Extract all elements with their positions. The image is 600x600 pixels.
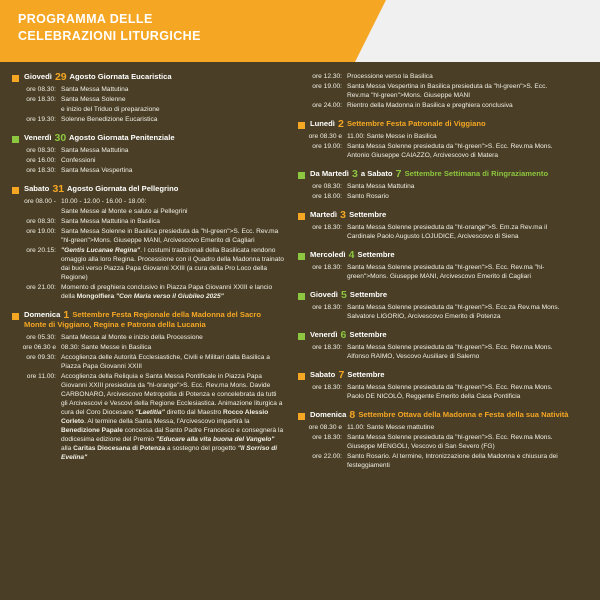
day-title [310, 290, 387, 300]
schedule-text: Santa Messa Solenne presieduta da "hl-orange">S. Em.za Rev.ma il Cardinale Paolo Augusto LOJUDICE, Arcivescovo di Siena [347, 224, 548, 240]
day-title-part: Giovedì [310, 290, 340, 299]
square-marker-icon [12, 187, 19, 194]
schedule-row [298, 82, 570, 100]
day-title-part: Venerdì [310, 330, 340, 339]
schedule-time: ore 08.30: [26, 147, 56, 154]
schedule-text: Santa Messa Mattutina [61, 86, 129, 93]
schedule-row [298, 182, 570, 191]
schedule-text: Accoglienza delle Autorità Ecclesiastiche, Civili e Militari dalla Basilica a Piazza Papa Giovanni XXIII [61, 354, 270, 370]
day-title-part: 30 [54, 132, 67, 144]
day-header [12, 310, 284, 330]
day-header [298, 410, 570, 420]
day-header [298, 119, 570, 129]
day-title-part: 1 [63, 309, 70, 321]
day-title [310, 330, 387, 340]
day-title-part: Settembre Festa Regionale della Madonna del Sacro Monte di Viggiano, Regina e Patrona della Lucania [24, 310, 261, 329]
schedule-row [12, 156, 284, 165]
square-marker-icon [12, 75, 19, 82]
day-block [298, 330, 570, 361]
page-title [18, 11, 201, 45]
day-title-part: Settembre Ottava della Madonna e Festa della sua Natività [356, 410, 569, 419]
square-marker-icon [298, 213, 305, 220]
day-title-part: Settembre Settimana di Ringraziamento [402, 169, 549, 178]
schedule-time: ore 19.00: [312, 143, 342, 150]
day-title-part: 2 [338, 118, 344, 130]
schedule-text: 11.00: Sante Messe in Basilica [347, 133, 437, 140]
schedule-row [12, 333, 284, 342]
schedule-text: Santa Messa Solenne presieduta da "hl-green">S. Ecc. Rev.ma Mons. Giuseppe MENGOLI, Vescovo di San Severo (FG) [347, 434, 553, 450]
day-block [298, 72, 570, 110]
schedule-time: ore 21.00: [26, 284, 56, 291]
schedule-text: Santa Messa Vespertina in Basilica presieduta da "hl-green">S. Ecc. Rev.ma "hl-green">Mons. Giuseppe MANI [347, 83, 548, 99]
title-line-2: CELEBRAZIONI LITURGICHE [18, 29, 201, 43]
day-title-part: Agosto Giornata Penitenziale [67, 133, 175, 142]
day-block [298, 250, 570, 281]
schedule-row [12, 85, 284, 94]
schedule-text: Santa Messa Mattutina [61, 147, 129, 154]
poster-header [0, 0, 600, 62]
day-title-part: Giovedì [24, 72, 54, 81]
day-title-part: 4 [348, 249, 355, 261]
day-block [12, 184, 284, 301]
schedule-row [298, 452, 570, 470]
day-header [298, 210, 570, 220]
schedule-text: e inizio del Triduo di preparazione [61, 106, 160, 113]
day-header [298, 169, 570, 179]
schedule-time: ore 12.30: [312, 73, 342, 80]
day-block [298, 410, 570, 470]
square-marker-icon [298, 253, 305, 260]
schedule-text: Santa Messa Mattutina [347, 183, 415, 190]
schedule-row [298, 72, 570, 81]
schedule-time: ore 16.00: [26, 157, 56, 164]
day-title-part: 5 [340, 289, 347, 301]
schedule-row [12, 217, 284, 226]
day-title-part: Domenica [310, 410, 349, 419]
day-title-part: Sabato [310, 370, 338, 379]
schedule-text: 08.30: Sante Messe in Basilica [61, 344, 152, 351]
day-block [298, 370, 570, 401]
schedule-row [12, 166, 284, 175]
schedule-time: ore 20.15: [26, 247, 56, 254]
schedule-time: ore 08.30: [312, 183, 342, 190]
schedule-time: ore 08.00 - [24, 198, 56, 205]
schedule-row [12, 353, 284, 371]
schedule-text: Santo Rosario [347, 193, 389, 200]
schedule-row [12, 246, 284, 282]
day-title-part: 7 [338, 369, 345, 381]
day-title-part: 6 [340, 329, 347, 341]
schedule-text: Santa Messa Mattutina in Basilica [61, 218, 160, 225]
schedule-row [298, 303, 570, 321]
schedule-text: Santa Messa al Monte e inizio della Processione [61, 334, 203, 341]
day-title-part: 29 [54, 71, 67, 83]
day-block [298, 290, 570, 321]
day-title-part: Domenica [24, 310, 63, 319]
day-block [12, 310, 284, 462]
content-columns [0, 62, 600, 479]
left-column [12, 72, 284, 479]
schedule-text: "Gentis Lucanae Regina". I costumi tradizionali della Basilicata rendono omaggio alla loro Regina. Processione con il Quadro della Madonna trainato dai buoi verso Piazza Papa Giovanni XXIII (a cura della Pro Loco della Regione) [61, 247, 284, 281]
schedule-time: ore 09.30: [26, 354, 56, 361]
day-title-part: Sabato [24, 184, 52, 193]
schedule-row [12, 227, 284, 245]
schedule-time: ore 06.30 e [22, 344, 56, 351]
day-header [12, 72, 284, 82]
day-title [24, 72, 172, 82]
schedule-row [298, 142, 570, 160]
day-title-part: 7 [395, 168, 402, 180]
day-title-part: Mercoledì [310, 250, 348, 259]
schedule-row [12, 372, 284, 462]
schedule-text: Santa Messa Solenne presieduta da "hl-green">S. Ecc. Rev.ma "hl-green">Mons. Giuseppe MANI, Arcivescovo Emerito di Cagliari [347, 264, 545, 280]
schedule-text: Santa Messa Solenne in Basilica presieduta da "hl-green">S. Ecc. Rev.ma "hl-green">Mons. Giuseppe MANI, Arcivescovo Emerito di Cagliari [61, 228, 279, 244]
day-title [24, 310, 284, 330]
schedule-time: ore 08.30 e [308, 133, 342, 140]
schedule-row [298, 433, 570, 451]
schedule-text: Confessioni [61, 157, 96, 164]
schedule-text: Santa Messa Solenne presieduta da "hl-green">S. Ecc. Rev.ma Mons. Paolo DE NICOLÒ, Reggente Emerito della Casa Pontificia [347, 384, 553, 400]
schedule-time: ore 08.30 e [308, 424, 342, 431]
schedule-text: 10.00 - 12.00 - 16.00 - 18.00: [61, 198, 147, 205]
schedule-time: ore 24.00: [312, 102, 342, 109]
schedule-time: ore 19.30: [26, 116, 56, 123]
day-title-part: Settembre [346, 210, 387, 219]
day-block [298, 119, 570, 160]
schedule-row [12, 283, 284, 301]
schedule-row [298, 423, 570, 432]
schedule-text: Santa Messa Vespertina [61, 167, 133, 174]
schedule-text: Santa Messa Solenne [61, 96, 126, 103]
day-title-part: Agosto Giornata Eucaristica [67, 72, 172, 81]
schedule-time: ore 11.00: [26, 373, 56, 380]
day-header [12, 184, 284, 194]
day-header [298, 330, 570, 340]
day-block [298, 169, 570, 201]
square-marker-icon [298, 413, 305, 420]
schedule-row [298, 343, 570, 361]
right-column [298, 72, 570, 479]
schedule-row [12, 115, 284, 124]
square-marker-icon [12, 313, 19, 320]
schedule-time: ore 19.00: [312, 83, 342, 90]
day-title-part: Martedì [310, 210, 340, 219]
schedule-row [12, 197, 284, 206]
schedule-row [12, 95, 284, 104]
schedule-row [12, 105, 284, 114]
day-title-part: Agosto Giornata del Pellegrino [65, 184, 179, 193]
square-marker-icon [298, 333, 305, 340]
square-marker-icon [298, 122, 305, 129]
schedule-time: ore 18.30: [312, 264, 342, 271]
schedule-time: ore 08.30: [26, 86, 56, 93]
schedule-time: ore 08.30: [26, 218, 56, 225]
schedule-text: Santo Rosario. Al termine, Intronizzazione della Madonna e chiusura dei festeggiamenti [347, 453, 558, 469]
schedule-row [298, 101, 570, 110]
day-title-part: Settembre [355, 250, 395, 259]
schedule-row [298, 192, 570, 201]
day-title-part: 8 [349, 409, 356, 421]
day-title-part: Settembre Festa Patronale di Viggiano [344, 119, 486, 128]
day-title-part: a Sabato [358, 169, 395, 178]
day-block [12, 133, 284, 175]
schedule-time: ore 18.30: [312, 344, 342, 351]
square-marker-icon [298, 293, 305, 300]
schedule-text: Santa Messa Solenne presieduta da "hl-green">S. Ecc. Rev.ma Mons. Antonio Giuseppe CAIAZZO, Arcivescovo di Matera [347, 143, 553, 159]
day-title-part: Settembre [345, 370, 385, 379]
schedule-time: ore 18.30: [312, 304, 342, 311]
day-header [298, 250, 570, 260]
schedule-row [12, 207, 284, 216]
schedule-text: Rientro della Madonna in Basilica e preghiera conclusiva [347, 102, 513, 109]
day-title-part: Settembre [347, 290, 388, 299]
schedule-time: ore 19.00: [26, 228, 56, 235]
day-block [298, 210, 570, 241]
schedule-time: ore 05.30: [26, 334, 56, 341]
day-title-part: Settembre [347, 330, 387, 339]
schedule-row [298, 223, 570, 241]
square-marker-icon [12, 136, 19, 143]
day-header [298, 370, 570, 380]
day-title [24, 133, 175, 143]
schedule-row [298, 263, 570, 281]
day-title-part: 31 [52, 183, 65, 195]
schedule-text: Santa Messa Solenne presieduta da "hl-green">S. Ecc. Rev.ma Mons. Alfonso RAIMO, Vescovo Ausiliare di Salerno [347, 344, 553, 360]
day-title-part: 3 [340, 209, 346, 221]
schedule-row [12, 146, 284, 155]
day-title-part: Da Martedì [310, 169, 351, 178]
schedule-row [298, 383, 570, 401]
schedule-text: Solenne Benedizione Eucaristica [61, 116, 158, 123]
day-title [310, 410, 569, 420]
schedule-time: ore 18.30: [312, 434, 342, 441]
day-title [310, 119, 486, 129]
day-header [298, 290, 570, 300]
day-title-part: 3 [351, 168, 358, 180]
day-block [12, 72, 284, 124]
square-marker-icon [298, 373, 305, 380]
day-title-part: Lunedì [310, 119, 337, 128]
schedule-text: 11.00: Sante Messe mattutine [347, 424, 435, 431]
schedule-time: ore 22.00: [312, 453, 342, 460]
day-title [310, 169, 548, 179]
schedule-time: ore 18.30: [26, 96, 56, 103]
schedule-time: ore 18.30: [312, 384, 342, 391]
day-header [12, 133, 284, 143]
day-title [310, 210, 386, 220]
schedule-text: Santa Messa Solenne presieduta da "hl-green">S. Ecc.za Rev.ma Mons. Salvatore LIGORIO, Arcivescovo Emerito di Potenza [347, 304, 560, 320]
square-marker-icon [298, 172, 305, 179]
schedule-row [298, 132, 570, 141]
schedule-text: Momento di preghiera conclusivo in Piazza Papa Giovanni XXIII e lancio della Mongolfiera "Con Maria verso il Giubileo 2025" [61, 284, 273, 300]
schedule-text: Sante Messe al Monte e saluto ai Pellegrini [61, 208, 188, 215]
schedule-time: ore 18.00: [312, 193, 342, 200]
schedule-text: Processione verso la Basilica [347, 73, 433, 80]
schedule-time: ore 18.30: [26, 167, 56, 174]
schedule-text: Accoglienza della Reliquia e Santa Messa Pontificale in Piazza Papa Giovanni XXIII presieduta da "hl-orange">S. Ecc. Rev.ma Mons. Davide CARBONARO, Arcivescovo Metropolita di Potenza e concelebrata da tutti gli Arcivescovi e Vescovi della Regione Ecclesiastica. Animazione liturgica a cura del Coro Diocesano "Laetitia" diretto dal Maestro Rocco Alessio Corleto. Al termine della Santa Messa, l'Arcivescovo impartirà la Benedizione Papale concessa dal Santo Padre Francesco e consegnerà la dodicesima edizione del Premio "Educare alla vita buona del Vangelo" alla Caritas Diocesana di Potenza a sostegno del progetto "Il Sorriso di Evelina" [61, 373, 284, 461]
day-title [310, 370, 385, 380]
day-title-part: Venerdì [24, 133, 54, 142]
title-line-1: PROGRAMMA DELLE [18, 12, 153, 26]
day-title [310, 250, 395, 260]
day-title [24, 184, 178, 194]
schedule-row [12, 343, 284, 352]
schedule-time: ore 18.30: [312, 224, 342, 231]
